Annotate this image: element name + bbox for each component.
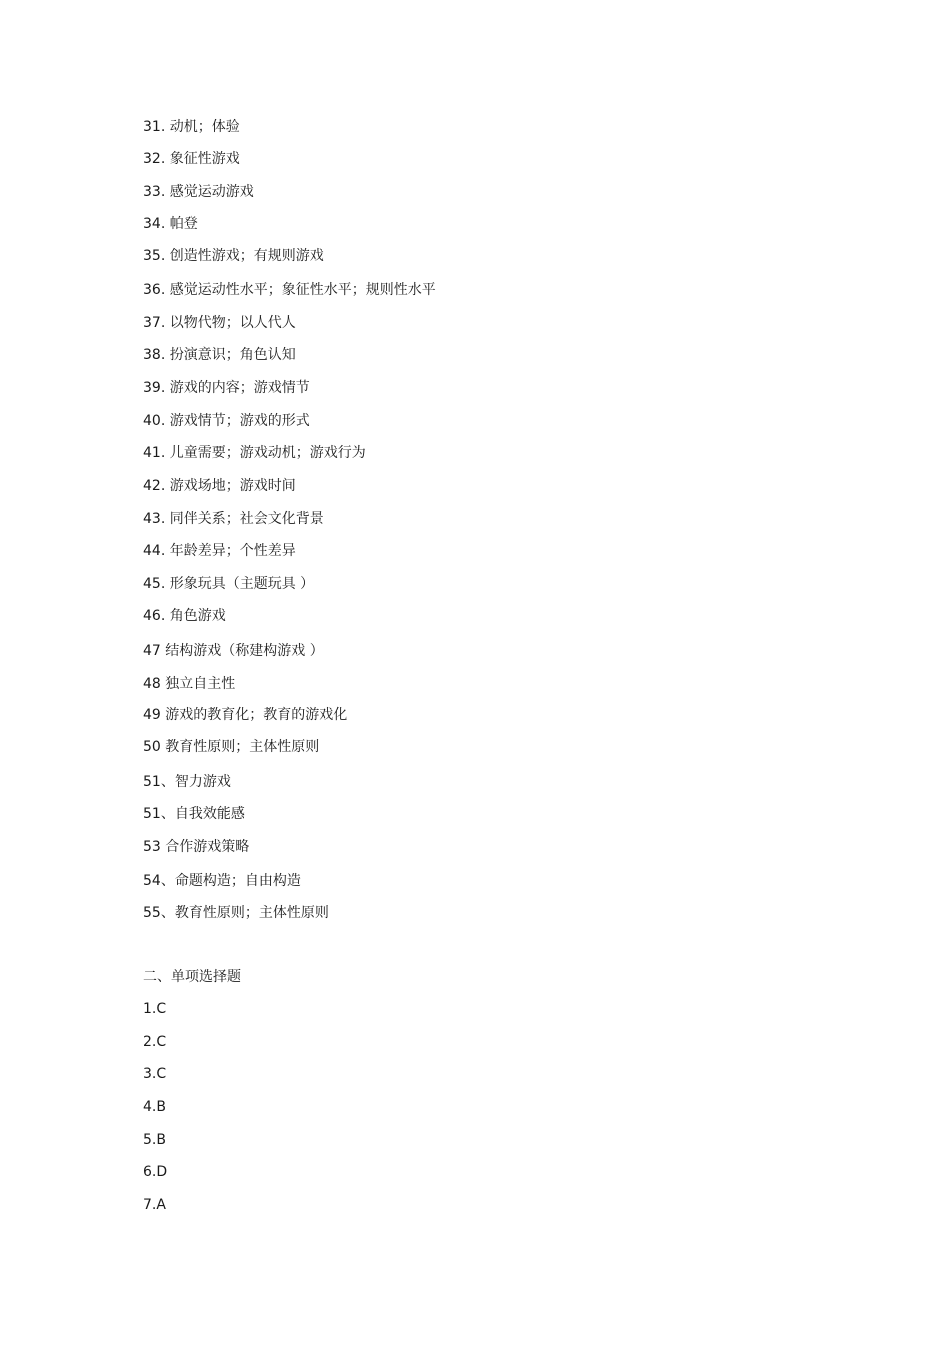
- choice-answer-line: 4.B: [143, 1099, 166, 1115]
- section-heading: 二、单项选择题: [143, 969, 241, 985]
- answer-line: 39. 游戏的内容；游戏情节: [143, 380, 310, 396]
- choice-answer-line: 6.D: [143, 1164, 168, 1180]
- answer-line: 44. 年龄差异；个性差异: [143, 543, 296, 559]
- answer-line: 31. 动机；体验: [143, 119, 240, 135]
- choice-answer-line: 2.C: [143, 1034, 167, 1050]
- answer-line: 47 结构游戏（称建构游戏 ）: [143, 643, 324, 659]
- answer-line: 48 独立自主性: [143, 676, 236, 692]
- answer-line: 36. 感觉运动性水平；象征性水平；规则性水平: [143, 282, 436, 298]
- answer-line: 46. 角色游戏: [143, 608, 226, 624]
- choice-answer-line: 5.B: [143, 1132, 166, 1148]
- answer-line: 51、智力游戏: [143, 774, 231, 790]
- answer-line: 45. 形象玩具（主题玩具 ）: [143, 576, 315, 592]
- answer-line: 41. 儿童需要；游戏动机；游戏行为: [143, 445, 366, 461]
- choice-answer-line: 3.C: [143, 1066, 167, 1082]
- choice-answer-line: 1.C: [143, 1001, 167, 1017]
- answer-line: 50 教育性原则；主体性原则: [143, 739, 320, 755]
- answer-line: 37. 以物代物；以人代人: [143, 315, 296, 331]
- answer-line: 40. 游戏情节；游戏的形式: [143, 413, 310, 429]
- answer-line: 42. 游戏场地；游戏时间: [143, 478, 296, 494]
- answer-line: 54、命题构造；自由构造: [143, 873, 301, 889]
- answer-line: 51、自我效能感: [143, 806, 245, 822]
- answer-line: 55、教育性原则；主体性原则: [143, 905, 329, 921]
- answer-line: 43. 同伴关系；社会文化背景: [143, 511, 324, 527]
- answer-line: 49 游戏的教育化；教育的游戏化: [143, 707, 348, 723]
- choice-answer-line: 7.A: [143, 1197, 166, 1213]
- answer-line: 35. 创造性游戏；有规则游戏: [143, 248, 324, 264]
- answer-line: 33. 感觉运动游戏: [143, 184, 254, 200]
- answer-line: 53 合作游戏策略: [143, 839, 250, 855]
- answer-line: 32. 象征性游戏: [143, 151, 240, 167]
- answer-line: 34. 帕登: [143, 216, 198, 232]
- answer-line: 38. 扮演意识；角色认知: [143, 347, 296, 363]
